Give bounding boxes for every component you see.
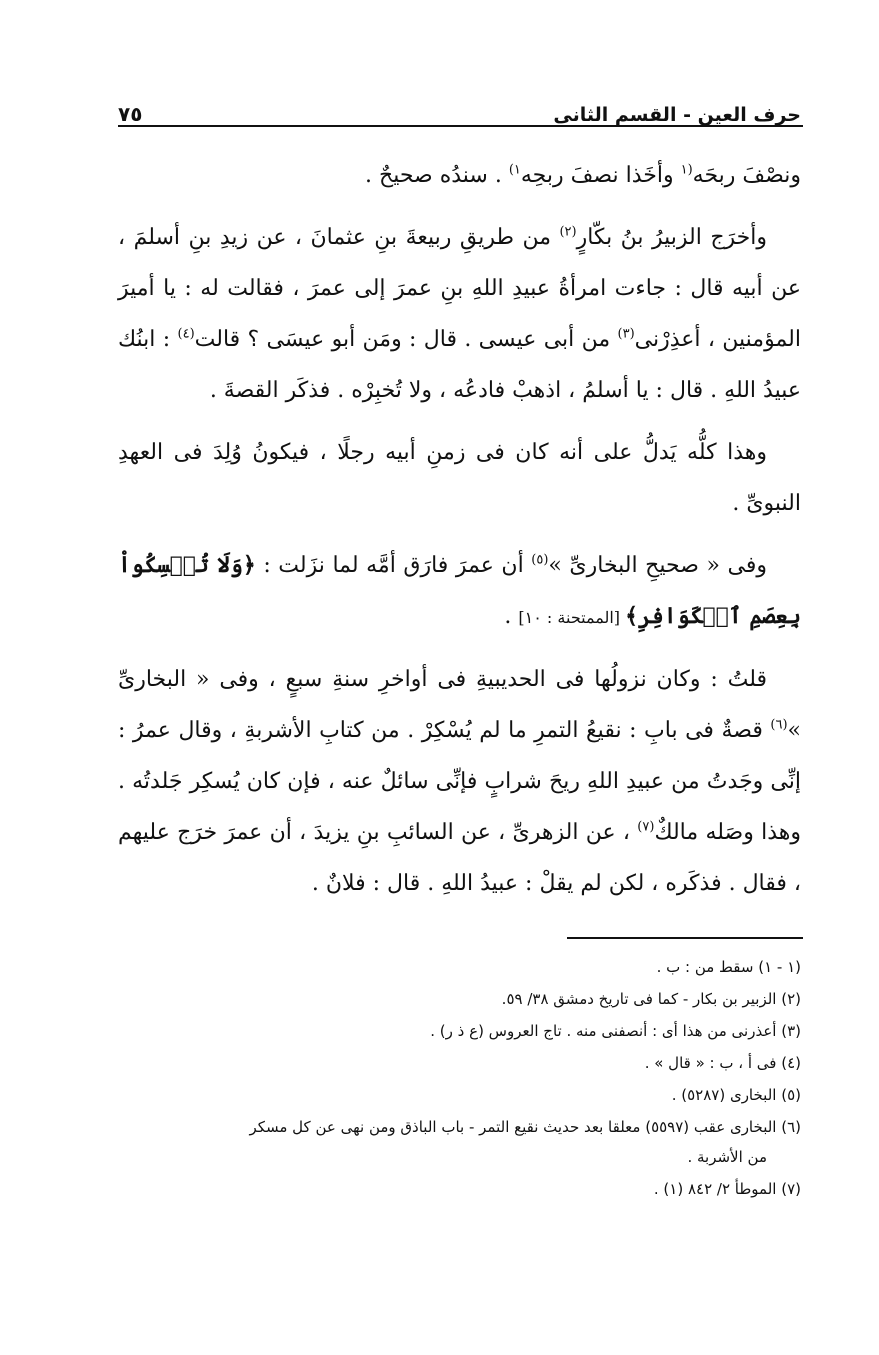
quran-verse: ﴿وَلَا تُمۡسِكُواْ بِعِصَمِ ٱلۡكَوَافِرِ﴾ (118, 552, 801, 629)
footnote-6: (٦) البخارى عقب (٥٥٩٧) معلقا بعد حديث نقيع التمر - باب الباذق ومن نهى عن كل مسكر من الأشربة . (118, 1112, 801, 1172)
footnote-ref: (٣) (617, 326, 635, 342)
verse-reference: [الممتحنة : ١٠] (518, 608, 626, 627)
main-text (118, 150, 801, 920)
paragraph-2: وأخرَج الزبيرُ بنُ بكّارٍ$^{(٢)}$ من طريقِ ربيعةَ بنِ عثمانَ ، عن زيدِ بنِ أسلمَ ، عن أبيه قال : جاءت امرأةُ عبيدِ اللهِ بنِ عمرَ إلى عمرَ ، فقالت له : يا أميرَ المؤمنين ، أعذِرْنى$^{(٣)}$ من أبى عيسى . قال : ومَن أبو عيسَى ؟ قالت$^{(٤)}$ : ابنُك عبيدُ اللهِ . قال : يا أسلمُ ، اذهبْ فادعُه ، ولا تُخبِرْه . فذكَر القصةَ . (118, 224, 801, 403)
page-number: ٧٥ (118, 102, 143, 126)
footnote-ref: ١) (508, 162, 521, 178)
footnote-ref: (١ (680, 162, 693, 178)
footnote-ref: (٤) (177, 326, 195, 342)
footnote-3: (٣) أعذرنى من هذا أى : أنصفنى منه . تاج العروس (ع ذ ر) . (430, 1022, 801, 1040)
footnote-5: (٥) البخارى (٥٢٨٧) . (671, 1086, 801, 1104)
footnote-7: (٧) الموطأ ٢/ ٨٤٢ (١) . (653, 1180, 801, 1198)
footnote-ref: (٧) (637, 819, 655, 835)
footnote-ref: (٢) (559, 224, 577, 240)
footnote-separator (567, 937, 803, 939)
header-rule (118, 125, 803, 127)
footnote-4: (٤) فى أ ، ب : « قال » . (644, 1054, 801, 1072)
footnote-6-continuation: من الأشربة . (687, 1148, 767, 1166)
running-title: حرف العين - القسم الثانى (553, 104, 801, 126)
footnote-ref: (٦) (770, 717, 788, 733)
paragraph-1: ونصْفَ ربحَه$^{(١}$ وأخَذا نصفَ ربحِه$^{١)}$ . سندُه صحيحٌ . (365, 162, 801, 188)
footnotes (118, 952, 801, 1206)
footnote-2: (٢) الزبير بن بكار - كما فى تاريخ دمشق ٣٨/ ٥٩. (501, 990, 801, 1008)
footnote-1: (١ - ١) سقط من : ب . (656, 958, 801, 976)
paragraph-4: وفى « صحيحِ البخارىِّ »$^{(٥)}$ أن عمرَ فارَق أمَّه لما نزَلت : ﴿وَلَا تُمۡسِكُواْ بِعِصَمِ ٱلۡكَوَافِرِ﴾ [الممتحنة : ١٠] . (118, 552, 801, 629)
page-header (118, 86, 801, 126)
paragraph-5: قلتُ : وكان نزولُها فى الحديبيةِ فى أواخرِ سنةِ سبعٍ ، وفى « البخارىِّ »$^{(٦)}$ قصةٌ فى بابِ : نقيعُ التمرِ ما لم يُسْكِرْ . من كتابِ الأشربةِ ، وقال عمرُ : إنِّى وجَدتُ من عبيدِ اللهِ ريحَ شرابٍ فإنِّى سائلٌ عنه ، فإن كان يُسكِر جَلدتُه . وهذا وصَله مالكٌ$^{(٧)}$ ، عن الزهرىِّ ، عن السائبِ بنِ يزيدَ ، أن عمرَ خرَج عليهم ، فقال . فذكَره ، لكن لم يقلْ : عبيدُ اللهِ . قال : فلانٌ . (118, 667, 801, 896)
paragraph-3: وهذا كلُّه يَدلُّ على أنه كان فى زمنِ أبيه رجلًا ، فيكونُ وُلِدَ فى العهدِ النبوىِّ . (118, 440, 801, 516)
footnote-ref: (٥) (531, 552, 549, 568)
